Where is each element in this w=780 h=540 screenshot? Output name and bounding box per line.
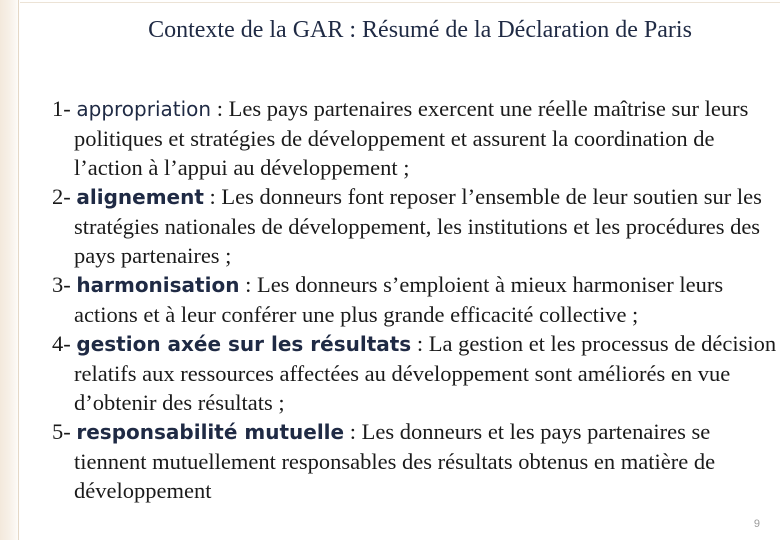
principle-term: appropriation <box>76 97 212 121</box>
principle-term: harmonisation <box>76 273 240 297</box>
principle-number: 4- <box>52 331 71 356</box>
slide-number: 9 <box>753 518 760 530</box>
principle-number: 3- <box>52 272 71 297</box>
principle-term: responsabilité mutuelle <box>76 420 345 444</box>
border-line <box>18 0 19 540</box>
principle-alignement <box>52 182 780 270</box>
principle-description: : La gestion et les processus de décision relatifs aux ressources affectées au développement sont améliorés en vue d’obtenir des résultats ; <box>74 331 777 415</box>
principle-appropriation <box>52 94 780 182</box>
principle-number: 5- <box>52 419 71 444</box>
principle-description: : Les donneurs et les pays partenaires se tiennent mutuellement responsables des résultats obtenus en matière de développement <box>74 419 716 503</box>
principle-description: : Les donneurs font reposer l’ensemble de leur soutien sur les stratégies nationales de développement, les institutions et les procédures des pays partenaires ; <box>74 184 762 268</box>
principle-description: : Les pays partenaires exercent une réelle maîtrise sur leurs politiques et stratégies de développement et assurent la coordination de l’action à l’appui au développement ; <box>74 96 749 180</box>
principle-description: : Les donneurs s’emploient à mieux harmoniser leurs actions et à leur conférer une plus grande efficacité collective ; <box>74 272 724 327</box>
principle-harmonisation <box>52 270 780 329</box>
principle-gestion-resultats <box>52 329 780 417</box>
slide-title: Contexte de la GAR : Résumé de la Déclaration de Paris <box>148 17 692 43</box>
principle-number: 2- <box>52 184 71 209</box>
principle-responsabilite-mutuelle <box>52 417 780 505</box>
decorative-left-border <box>0 0 20 540</box>
principle-number: 1- <box>52 96 71 121</box>
decorative-top-line <box>20 2 780 3</box>
principle-term: gestion axée sur les résultats <box>76 332 412 356</box>
principle-term: alignement <box>76 185 204 209</box>
principles-list <box>52 94 780 505</box>
